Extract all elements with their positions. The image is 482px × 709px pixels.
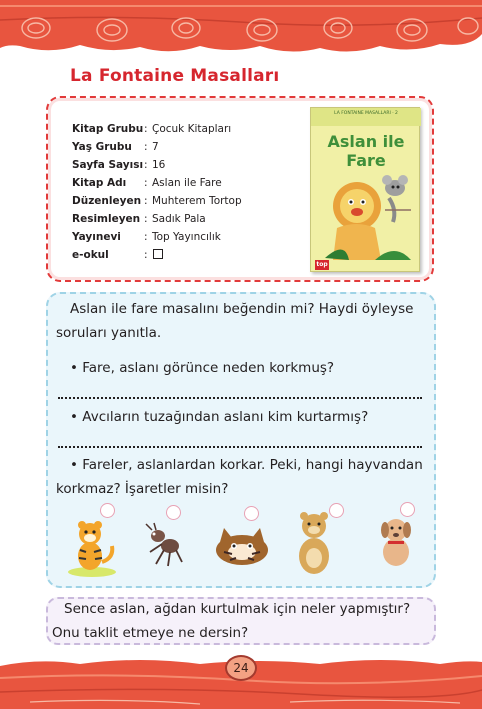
info-sep: : bbox=[144, 249, 148, 261]
dog-icon bbox=[376, 514, 416, 568]
question-1: • Fare, aslanı görünce neden korkmuş? bbox=[70, 360, 335, 376]
info-key: e-okul bbox=[72, 249, 109, 261]
info-value: Top Yayıncılık bbox=[152, 231, 221, 243]
book-cover bbox=[310, 107, 420, 272]
info-sep: : bbox=[144, 123, 148, 135]
info-row-group bbox=[72, 120, 312, 138]
info-row-book-name bbox=[72, 174, 312, 192]
bottom-line-2: Onu taklit etmeye ne dersin? bbox=[52, 625, 249, 641]
answer-line-1[interactable] bbox=[58, 397, 422, 399]
answer-circle-ant[interactable] bbox=[166, 505, 181, 520]
info-row-illustrator bbox=[72, 210, 312, 228]
book-info-list bbox=[72, 120, 312, 264]
tiger-icon bbox=[64, 518, 120, 578]
info-sep: : bbox=[144, 159, 148, 171]
info-key: Sayfa Sayısı bbox=[72, 159, 144, 171]
info-row-publisher bbox=[72, 228, 312, 246]
answer-line-2[interactable] bbox=[58, 446, 422, 448]
info-key: Resimleyen bbox=[72, 213, 141, 225]
page-title: La Fontaine Masalları bbox=[70, 66, 280, 86]
ant-icon bbox=[142, 522, 186, 568]
eokul-checkbox[interactable] bbox=[153, 249, 163, 259]
book-series-label: LA FONTAINE MASALLARI · 2 bbox=[334, 111, 398, 116]
answer-circle-cat[interactable] bbox=[244, 506, 259, 521]
info-row-eokul bbox=[72, 246, 312, 264]
info-value: 16 bbox=[152, 159, 166, 171]
info-key: Yaş Grubu bbox=[72, 141, 132, 153]
answer-circle-dog[interactable] bbox=[400, 502, 415, 517]
intro-line-2: soruları yanıtla. bbox=[56, 325, 162, 341]
info-value: Aslan ile Fare bbox=[152, 177, 222, 189]
top-wood-banner bbox=[0, 0, 482, 58]
answer-circle-tiger[interactable] bbox=[100, 503, 115, 518]
publisher-logo: top bbox=[316, 261, 328, 268]
intro-line-1: Aslan ile fare masalını beğendin mi? Haydi öyleyse bbox=[70, 301, 414, 317]
info-key: Kitap Adı bbox=[72, 177, 127, 189]
info-value: Muhterem Tortop bbox=[152, 195, 242, 207]
info-sep: : bbox=[144, 141, 148, 153]
question-3-line-1: • Fareler, aslanlardan korkar. Peki, hangi hayvandan bbox=[70, 457, 423, 473]
bottom-line-1: Sence aslan, ağdan kurtulmak için neler yapmıştır? bbox=[64, 601, 411, 617]
answer-circle-bear[interactable] bbox=[329, 503, 344, 518]
info-sep: : bbox=[144, 195, 148, 207]
info-value: Sadık Pala bbox=[152, 213, 206, 225]
info-row-pages bbox=[72, 156, 312, 174]
info-key: Kitap Grubu bbox=[72, 123, 144, 135]
question-2: • Avcıların tuzağından aslanı kim kurtarmış? bbox=[70, 409, 369, 425]
info-sep: : bbox=[144, 231, 148, 243]
lion-mouse-illustration bbox=[315, 170, 417, 262]
info-value bbox=[152, 246, 163, 264]
book-cover-title bbox=[311, 132, 421, 170]
info-sep: : bbox=[144, 213, 148, 225]
info-row-editor bbox=[72, 192, 312, 210]
cat-icon bbox=[210, 522, 272, 568]
page-number: 24 bbox=[225, 655, 257, 681]
book-title-line1: Aslan ile bbox=[327, 132, 405, 151]
info-key: Yayınevi bbox=[72, 231, 121, 243]
info-value: Çocuk Kitapları bbox=[152, 123, 232, 135]
book-title-line2: Fare bbox=[346, 151, 386, 170]
info-value: 7 bbox=[152, 141, 159, 153]
question-3-line-2: korkmaz? İşaretler misin? bbox=[56, 481, 229, 497]
bear-icon bbox=[294, 510, 334, 576]
info-key: Düzenleyen bbox=[72, 195, 142, 207]
info-sep: : bbox=[144, 177, 148, 189]
info-row-age bbox=[72, 138, 312, 156]
